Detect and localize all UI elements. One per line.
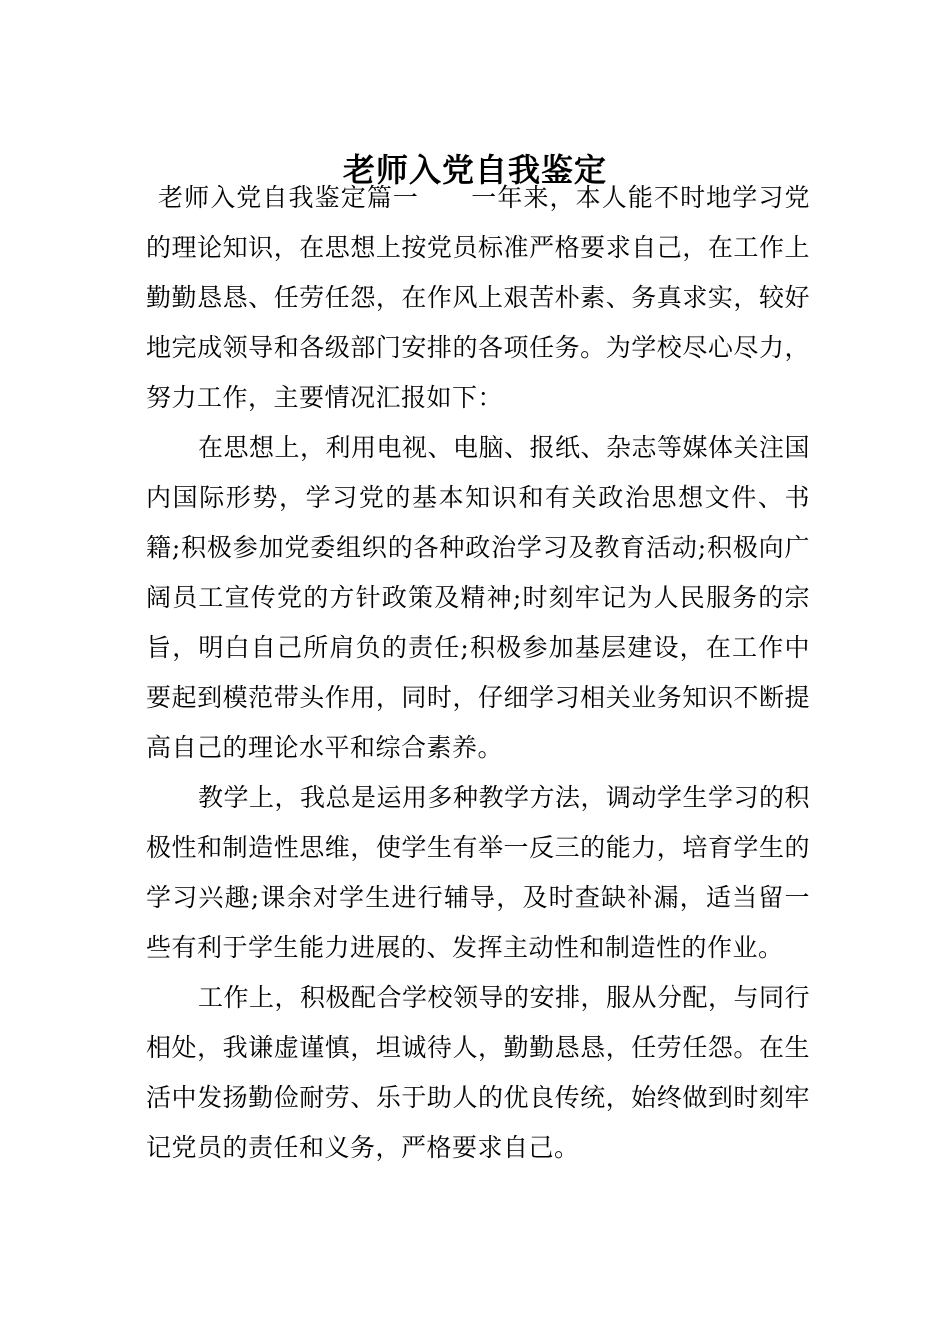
paragraph-teaching: 教学上，我总是运用多种教学方法，调动学生学习的积极性和制造性思维，使学生有举一反三的能力，培育学生的学习兴趣;课余对学生进行辅导，及时查缺补漏，适当留一些有利于学生能力进展的、发挥主动性和制造性的作业。 [146, 783, 811, 962]
paragraph-thought: 在思想上，利用电视、电脑、报纸、杂志等媒体关注国内国际形势，学习党的基本知识和有关政治思想文件、书籍;积极参加党委组织的各种政治学习及教育活动;积极向广阔员工宣传党的方针政策及精神;时刻牢记为人民服务的宗旨，明白自己所肩负的责任;积极参加基层建设，在工作中要起到模范带头作用，同时，仔细学习相关业务知识不断提高自己的理论水平和综合素养。 [146, 433, 811, 762]
paragraph-work: 工作上，积极配合学校领导的安排，服从分配，与同行相处，我谦虚谨慎，坦诚待人，勤勤恳恳，任劳任怨。在生活中发扬勤俭耐劳、乐于助人的优良传统，始终做到时刻牢记党员的责任和义务，严格要求自己。 [146, 983, 811, 1162]
document-title: 老师入党自我鉴定 [342, 151, 607, 190]
paragraph-intro: 老师入党自我鉴定篇一 一年来，本人能不时地学习党的理论知识，在思想上按党员标准严格要求自己，在工作上勤勤恳恳、任劳任怨，在作风上艰苦朴素、务真求实，较好地完成领导和各级部门安排的各项任务。为学校尽心尽力，努力工作，主要情况汇报如下： [146, 183, 810, 412]
document-body [146, 173, 810, 1173]
